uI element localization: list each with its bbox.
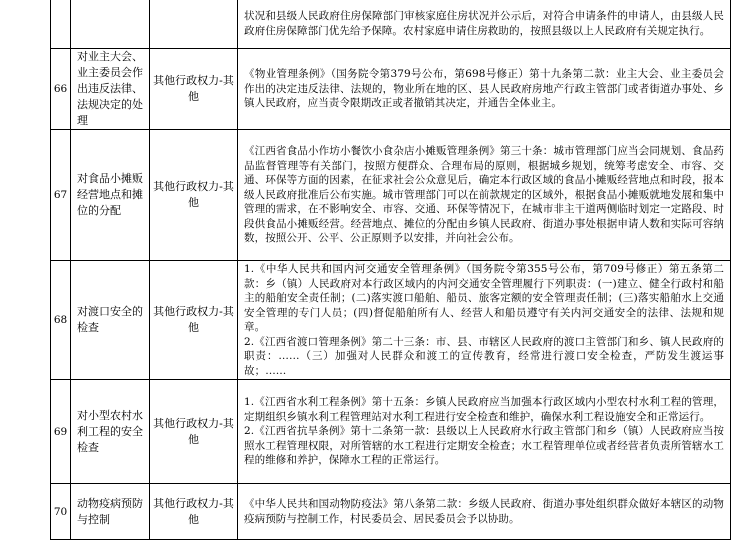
item-name: 动物疫病预防与控制 <box>71 484 150 540</box>
table-row <box>51 261 731 380</box>
basis-paragraph: 状况和县级人民政府住房保障部门审核家庭住房状况并公示后，对符合申请条件的申请人，由县级人民政府住房保障部门优先给予保障。农村家庭申请住房救助的，按照县级以上人民政府有关规定执行。 <box>244 10 724 37</box>
table-row <box>51 49 731 130</box>
row-number: 69 <box>51 380 71 484</box>
item-name: 对渡口安全的检查 <box>71 261 150 380</box>
legal-basis <box>238 484 731 540</box>
legal-basis <box>238 130 731 261</box>
table-row <box>51 484 731 540</box>
item-name: 对业主大会、业主委员会作出违反法律、法规决定的处理 <box>71 49 150 130</box>
basis-paragraph: 1.《中华人民共和国内河交通安全管理条例》（国务院令第355号公布，第709号修正）第五条第二款：乡（镇）人民政府对本行政区域内的内河交通安全管理履行下列职责：(一)建立、健全行政村和船主的船舶安全责任制；(二)落实渡口船舶、船员、旅客定额的安全管理责任制；(三)落实船舶水上交通安全管理的专门人员；(四)督促船舶所有人、经营人和船员遵守有关内河交通安全的法律、法规和规章。 <box>244 263 724 333</box>
basis-paragraph: 《江西省食品小作坊小餐饮小食杂店小摊贩管理条例》第三十条：城市管理部门应当会同规划、食品药品监督管理等有关部门，按照方便群众、合理布局的原则，根据城乡规划，统筹考虑安全、市容、交通、环保等方面的因素，在征求社会公众意见后，确定本行政区域的食品小摊贩经营地点和时段，报本级人民政府批准后公布实施。城市管理部门可以在前款规定的区域外，根据食品小摊贩就地发展和集中管理的需求，在不影响安全、市容、交通、环保等情况下，在城市非主干道两侧临时划定一定路段、时段供食品小摊贩经营。经营地点、摊位的分配由乡镇人民政府、街道办事处根据申请人数和实际可容纳数，按照公开、公平、公正原则予以安排，并向社会公布。 <box>244 145 724 245</box>
item-name: 对食品小摊贩经营地点和摊位的分配 <box>71 130 150 261</box>
row-number: 70 <box>51 484 71 540</box>
item-type: 其他行政权力-其他 <box>150 49 238 130</box>
table-row <box>51 0 731 49</box>
legal-basis <box>238 49 731 130</box>
item-type: 其他行政权力-其他 <box>150 380 238 484</box>
item-name <box>71 0 150 49</box>
table-row <box>51 130 731 261</box>
row-number: 67 <box>51 130 71 261</box>
row-number <box>51 0 71 49</box>
legal-basis <box>238 380 731 484</box>
basis-paragraph: 2.《江西省渡口管理条例》第二十三条：市、县、市辖区人民政府的渡口主管部门和乡、镇人民政府的职责：……（三）加强对人民群众和渡工的宣传教育，经常进行渡口安全检查，严防发生渡运事故；…… <box>244 335 724 377</box>
item-type <box>150 0 238 49</box>
legal-basis <box>238 261 731 380</box>
row-number: 68 <box>51 261 71 380</box>
item-type: 其他行政权力-其他 <box>150 484 238 540</box>
item-name: 对小型农村水利工程的安全检查 <box>71 380 150 484</box>
legal-basis <box>238 0 731 49</box>
item-type: 其他行政权力-其他 <box>150 261 238 380</box>
row-number: 66 <box>51 49 71 130</box>
powers-table <box>50 0 731 540</box>
item-type: 其他行政权力-其他 <box>150 130 238 261</box>
table-row <box>51 380 731 484</box>
basis-paragraph: 1.《江西省水利工程条例》第十五条：乡镇人民政府应当加强本行政区域内小型农村水利工程的管理，定期组织乡镇水利工程管理站对水利工程进行安全检查和维护，确保水利工程设施安全和正常运行。 <box>244 396 724 423</box>
basis-paragraph: 《物业管理条例》（国务院令第379号公布，第698号修正）第十九条第二款：业主大会、业主委员会作出的决定违反法律、法规的，物业所在地的区、县人民政府房地产行政主管部门或者街道办事处、乡镇人民政府，应当责令限期改正或者撤销其决定，并通告全体业主。 <box>244 68 724 110</box>
basis-paragraph: 《中华人民共和国动物防疫法》第八条第二款：乡级人民政府、街道办事处组织群众做好本辖区的动物疫病预防与控制工作，村民委员会、居民委员会予以协助。 <box>244 498 724 525</box>
basis-paragraph: 2.《江西省抗旱条例》第十二条第一款：县级以上人民政府水行政主管部门和乡（镇）人民政府应当按照水工程管理权限，对所管辖的水工程进行定期安全检查；水工程管理单位或者经营者负责所管辖水工程的维修和养护，保障水工程的正常运行。 <box>244 425 724 467</box>
